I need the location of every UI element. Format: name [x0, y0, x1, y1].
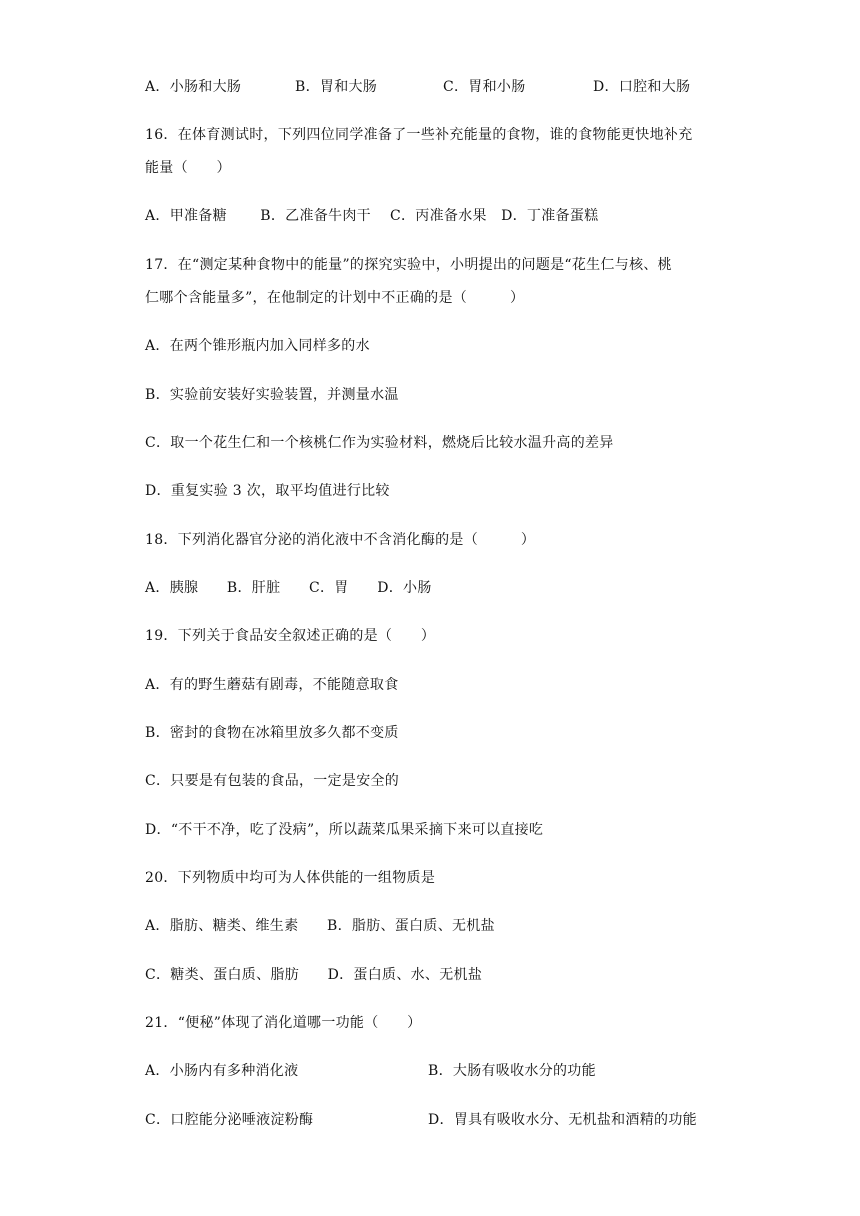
q15-option-c: C．胃和小肠 — [443, 79, 526, 95]
q16-stem-line1: 16．在体育测试时，下列四位同学准备了一些补充能量的食物，谁的食物能更快地补充 — [145, 127, 693, 143]
q15-option-b: B．胃和大肠 — [295, 79, 378, 95]
q17-option-c: C．取一个花生仁和一个核桃仁作为实验材料，燃烧后比较水温升高的差异 — [145, 435, 614, 451]
q21-stem: 21．“便秘”体现了消化道哪一功能（ ） — [145, 1015, 422, 1031]
q21-option-a: A．小肠内有多种消化液 — [145, 1063, 299, 1079]
q21-option-d: D．胃具有吸收水分、无机盐和酒精的功能 — [428, 1112, 697, 1128]
q19-stem: 19．下列关于食品安全叙述正确的是（ ） — [145, 628, 436, 644]
q19-option-c: C．只要是有包装的食品，一定是安全的 — [145, 773, 400, 789]
q19-option-a: A．有的野生蘑菇有剧毒，不能随意取食 — [145, 677, 399, 693]
q20-options-line1: A．脂肪、糖类、维生素 B．脂肪、蛋白质、无机盐 — [145, 918, 495, 934]
q21-option-b: B．大肠有吸收水分的功能 — [428, 1063, 596, 1079]
q17-option-b: B．实验前安装好实验装置，并测量水温 — [145, 387, 399, 403]
q20-options-line2: C．糖类、蛋白质、脂肪 D．蛋白质、水、无机盐 — [145, 967, 483, 983]
q19-option-d: D．“不干不净，吃了没病”，所以蔬菜瓜果采摘下来可以直接吃 — [145, 822, 544, 838]
q16-stem-line2: 能量（ ） — [145, 160, 231, 176]
q15-option-d: D．口腔和大肠 — [593, 79, 691, 95]
q17-option-a: A．在两个锥形瓶内加入同样多的水 — [145, 338, 370, 354]
q16-options: A．甲准备糖 B．乙准备牛肉干 C．丙准备水果 D．丁准备蛋糕 — [145, 208, 599, 224]
q18-stem: 18．下列消化器官分泌的消化液中不含消化酶的是（ ） — [145, 532, 536, 548]
q20-stem: 20．下列物质中均可为人体供能的一组物质是 — [145, 870, 436, 886]
q17-stem-line1: 17．在“测定某种食物中的能量”的探究实验中，小明提出的问题是“花生仁与核、桃 — [145, 257, 672, 273]
q15-option-a: A．小肠和大肠 — [145, 79, 242, 95]
q18-options: A．胰腺 B．肝脏 C．胃 D．小肠 — [145, 580, 432, 596]
q17-option-d: D．重复实验 3 次，取平均值进行比较 — [145, 483, 390, 499]
q19-option-b: B．密封的食物在冰箱里放多久都不变质 — [145, 725, 399, 741]
q21-option-c: C．口腔能分泌唾液淀粉酶 — [145, 1112, 314, 1128]
q17-stem-line2: 仁哪个含能量多”，在他制定的计划中不正确的是（ ） — [145, 290, 525, 306]
